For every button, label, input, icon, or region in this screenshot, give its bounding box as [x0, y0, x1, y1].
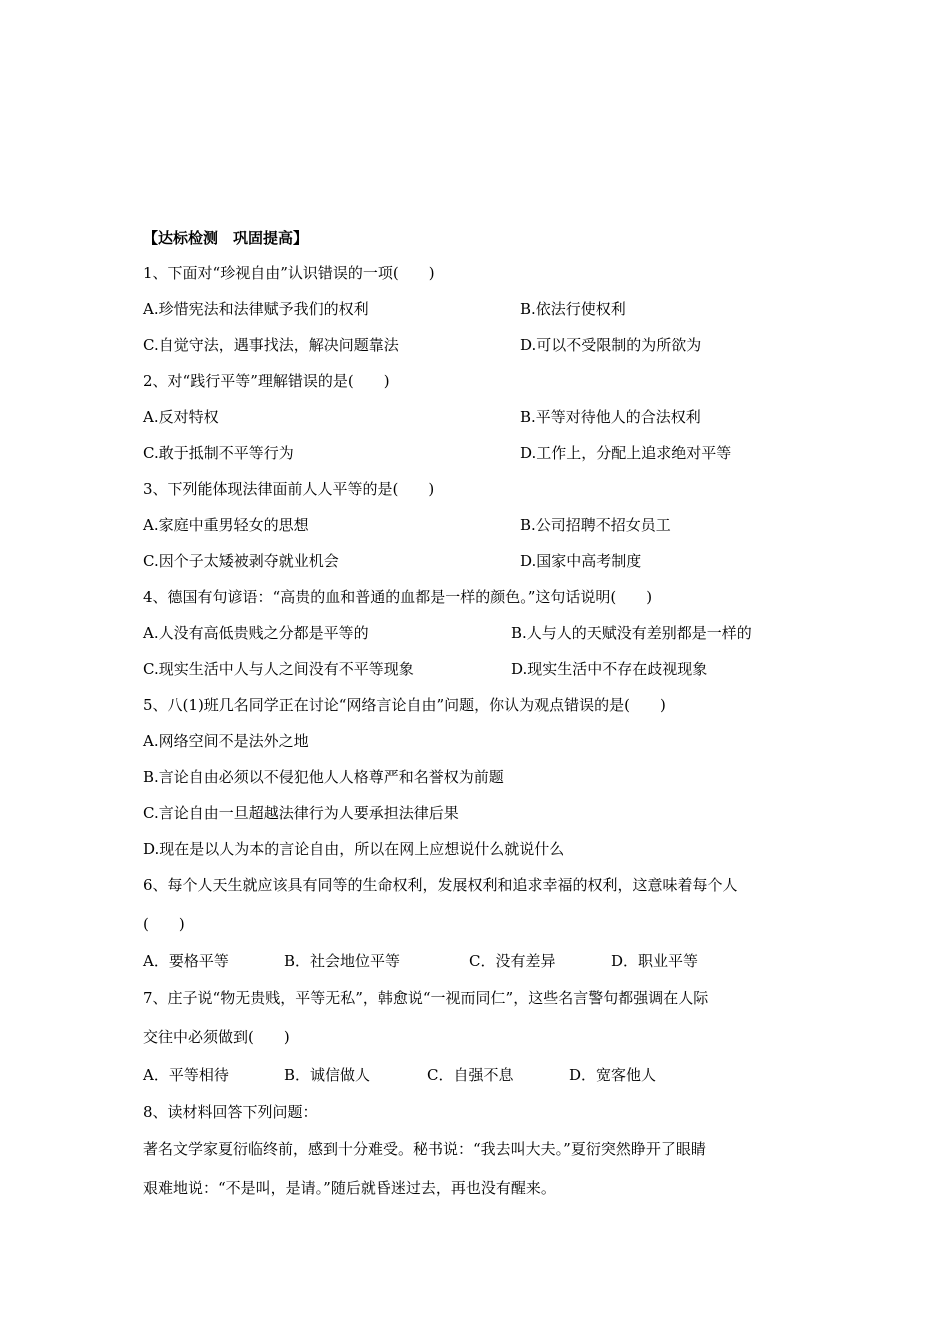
question-3-option-b: B.公司招聘不招女员工	[520, 516, 671, 534]
question-5-stem: 5、八(1)班几名同学正在讨论“网络言论自由”问题，你认为观点错误的是( )	[143, 696, 666, 714]
question-7-stem-line1: 7、庄子说“物无贵贱，平等无私”，韩愈说“一视而同仁”，这些名言警句都强调在人际	[143, 989, 709, 1007]
question-5-option-a: A.网络空间不是法外之地	[143, 732, 309, 750]
question-1-option-a: A.珍惜宪法和法律赋予我们的权利	[143, 300, 369, 318]
question-2-option-b: B.平等对待他人的合法权利	[520, 408, 701, 426]
question-4-option-a: A.人没有高低贵贱之分都是平等的	[143, 624, 369, 642]
question-4-option-b: B.人与人的天赋没有差别都是一样的	[511, 624, 752, 642]
question-8-material-line1: 著名文学家夏衍临终前，感到十分难受。秘书说：“我去叫大夫。”夏衍突然睁开了眼睛	[143, 1140, 706, 1158]
question-5-option-b: B.言论自由必须以不侵犯他人人格尊严和名誉权为前题	[143, 768, 504, 786]
section-title: 【达标检测 巩固提高】	[143, 229, 309, 247]
question-1-option-d: D.可以不受限制的为所欲为	[520, 336, 702, 354]
question-6-option-d: D．职业平等	[611, 952, 699, 970]
question-6-stem-line2: ( )	[143, 915, 185, 933]
question-2-option-c: C.敢于抵制不平等行为	[143, 444, 294, 462]
question-2-stem: 2、对“践行平等”理解错误的是( )	[143, 372, 390, 390]
question-5-option-c: C.言论自由一旦超越法律行为人要承担法律后果	[143, 804, 459, 822]
question-8-stem: 8、读材料回答下列问题：	[143, 1103, 318, 1121]
question-3-stem: 3、下列能体现法律面前人人平等的是( )	[143, 480, 435, 498]
question-7-stem-line2: 交往中必须做到( )	[143, 1028, 290, 1046]
question-7-option-b: B．诚信做人	[284, 1066, 371, 1084]
question-4-stem: 4、德国有句谚语：“高贵的血和普通的血都是一样的颜色。”这句话说明( )	[143, 588, 653, 606]
question-3-option-d: D.国家中高考制度	[520, 552, 642, 570]
question-3-option-a: A.家庭中重男轻女的思想	[143, 516, 309, 534]
question-6-option-c: C．没有差异	[469, 952, 556, 970]
question-7-option-d: D．宽客他人	[569, 1066, 657, 1084]
question-8-material-line2: 艰难地说：“不是叫，是请。”随后就昏迷过去，再也没有醒来。	[143, 1179, 556, 1197]
question-2-option-a: A.反对特权	[143, 408, 219, 426]
question-7-option-a: A．平等相待	[143, 1066, 229, 1084]
question-6-option-b: B．社会地位平等	[284, 952, 401, 970]
question-6-option-a: A．要格平等	[143, 952, 229, 970]
question-2-option-d: D.工作上，分配上追求绝对平等	[520, 444, 732, 462]
question-1-option-c: C.自觉守法，遇事找法，解决问题靠法	[143, 336, 399, 354]
question-7-option-c: C．自强不息	[427, 1066, 514, 1084]
question-1-option-b: B.依法行使权利	[520, 300, 626, 318]
question-6-stem-line1: 6、每个人天生就应该具有同等的生命权利，发展权利和追求幸福的权利，这意味着每个人	[143, 876, 738, 894]
question-1-stem: 1、下面对“珍视自由”认识错误的一项( )	[143, 264, 435, 282]
question-4-option-d: D.现实生活中不存在歧视现象	[511, 660, 708, 678]
question-4-option-c: C.现实生活中人与人之间没有不平等现象	[143, 660, 414, 678]
question-3-option-c: C.因个子太矮被剥夺就业机会	[143, 552, 339, 570]
question-5-option-d: D.现在是以人为本的言论自由，所以在网上应想说什么就说什么	[143, 840, 565, 858]
